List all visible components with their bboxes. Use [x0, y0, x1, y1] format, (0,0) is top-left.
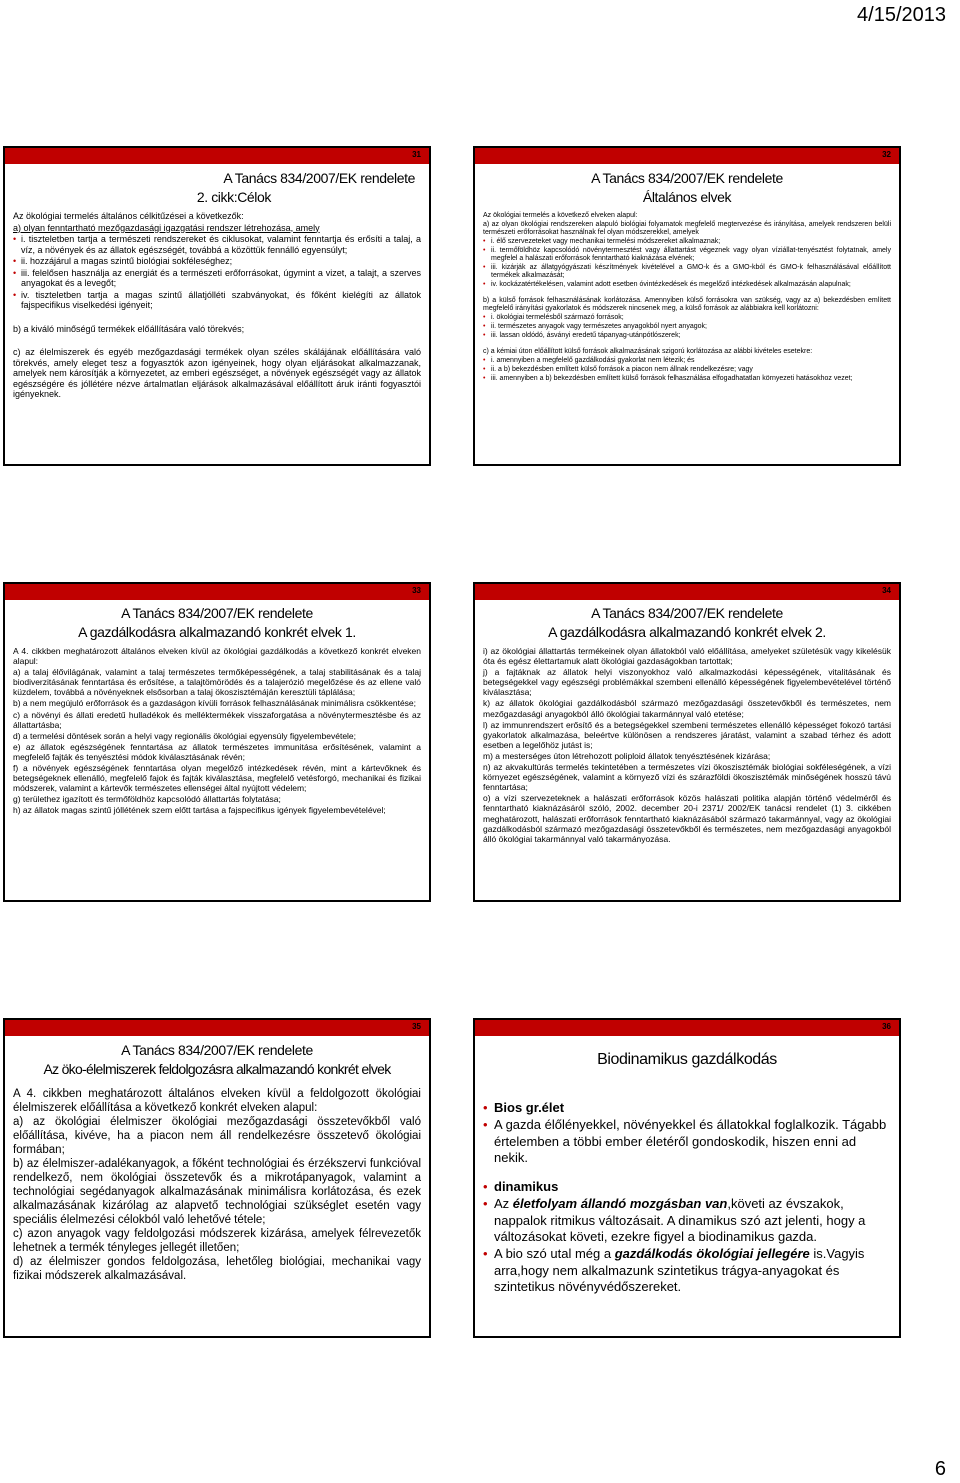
- list-item: • iii. amennyiben a b) bekezdésben említett külső források felhasználása elfogadhatatlan környezeti hatásokhoz vezet;: [483, 375, 891, 383]
- slide-number: 34: [882, 586, 891, 595]
- paragraph: e) az állatok egészségének fenntartása az állatok természetes immunitása erősítésének, valamint a megfelelő fajták és tenyésztési módok kiválasztásának révén;: [13, 741, 421, 762]
- paragraph: g) területhez igazított és termőföldhöz kapcsolódó állattartás folytatása;: [13, 794, 281, 805]
- list-item: • iv. tiszteletben tartja a magas szintű állatjólléti szabványokat, és főként kielégíti az állatok fajspecifikus viselkedési igényeit;: [13, 290, 421, 311]
- slide-header-bar: [5, 1020, 429, 1036]
- paragraph: i) az ökológiai állattartás termékeinek olyan állatokból való előállítása, amelyeket születésük vagy kikelésük óta és egész élettartamuk alatt ökológiai gazdaságokban tartottak;: [483, 646, 891, 667]
- slide-title: A Tanács 834/2007/EK rendelete: [223, 170, 415, 186]
- paragraph: m) a mesterséges úton létrehozott poliploid állatok tenyésztésének kizárása;: [483, 750, 771, 761]
- slide-number: 35: [412, 1022, 421, 1031]
- slide-title: Biodinamikus gazdálkodás: [597, 1051, 777, 1068]
- bullet-emphasis: életfolyam állandó mozgásban van: [512, 1196, 728, 1212]
- date-header: 4/15/2013: [857, 4, 946, 26]
- paragraph: Az ökológiai termelés a következő elveken alapul:: [483, 212, 638, 219]
- paragraph: o) a vízi szervezeteknek a halászati erőforrások közös halászati politika alapján történő védelméről és fenntartható kiaknázásáról szóló, 2002. december 20-i 2371/ 2002/EK tanácsi rendelet (1) 3. cikkében meghatározott, halászati erőforrások fenntartható kiaknázásából származó takarmánnyal, vagy az ökológiai gazdálkodásból származó mezőgazdasági összetevőkből és természetes, nem mezőgazdasági anyagokból álló ökológiai takarmánnyal való takarmányozása.: [483, 793, 891, 844]
- list-item: • i. amennyiben a megfelelő gazdálkodási gyakorlat nem létezik; és: [483, 357, 891, 365]
- slide-title: A Tanács 834/2007/EK rendelete: [591, 605, 783, 621]
- slide-number: 36: [882, 1022, 891, 1031]
- list-item: • i. tiszteletben tartja a természeti rendszereket és ciklusokat, valamint fenntartja és erősíti a talaj, a víz, a növények és az állatok egészségét, továbbá a közöttük fennálló egyensúlyt;: [13, 234, 421, 255]
- paragraph: A 4. cikkben meghatározott általános elveken kívül a feldolgozott ökológiai élelmiszerek előállítása a következő konkrét elveken alapul:: [13, 1088, 421, 1114]
- slide-31: [3, 146, 431, 466]
- paragraph: b) a nem megújuló erőforrások és a gazdaságon kívüli források felhasználásának minimálisra csökkentése;: [13, 698, 417, 709]
- slide-header-bar: [5, 584, 429, 600]
- slide-header-bar: [5, 148, 429, 164]
- bullet-text: ,követi az évszakok, nappalok ritmikus változásait. A dinamikus szó azt jelenti, hogy a változásokat követi, ezekre figyel a biodinamikus gazda.: [494, 1196, 866, 1245]
- paragraph: A 4. cikkben meghatározott általános elveken kívül az ökológiai gazdálkodás a következő konkrét elveken alapul:: [13, 646, 421, 667]
- list-item: • ii. termőföldhöz kapcsolódó növénytermesztést vagy állattartást végeznek vagy olyan víziállat-tenyésztést folytatnak, amely megfelel a halászati erőforrások fenntartható kiaknázása elvének;: [483, 247, 891, 263]
- paragraph: Az ökológiai termelés általános célkitűzései a következők:: [13, 211, 244, 221]
- list-item: • iii. felelősen használja az energiát és a természeti erőforrásokat, úgymint a vizet, a talajt, a szerves anyagokat és a levegőt;: [13, 268, 421, 289]
- list-item: • ii. a b) bekezdésben említett külső források a piacon nem állnak rendelkezésre; vagy: [483, 366, 891, 374]
- slide-33: [3, 582, 431, 902]
- slide-title: A Tanács 834/2007/EK rendelete: [121, 605, 313, 621]
- slide-32: [473, 146, 901, 466]
- list-item: • iii. lassan oldódó, ásványi eredetű tápanyag-utánpótlószerek;: [483, 332, 891, 340]
- list-item: [483, 1196, 891, 1245]
- slide-number: 33: [412, 586, 421, 595]
- bullet-text: Az: [494, 1196, 513, 1212]
- slide-title: A Tanács 834/2007/EK rendelete: [121, 1042, 313, 1058]
- list-item: [483, 1246, 891, 1295]
- slide-subtitle: A gazdálkodásra alkalmazandó konkrét elvek 2.: [548, 624, 826, 640]
- slide-title: A Tanács 834/2007/EK rendelete: [591, 170, 783, 186]
- slide-number: 31: [412, 150, 421, 159]
- bullet-emphasis: gazdálkodás ökológiai jellegére: [614, 1246, 810, 1262]
- paragraph: n) az akvakultúrás termelés tekintetében a természetes vízi ökoszisztémák biológiai sokféleségének, a vízi környezet egészségének, valamint a környező vízi és szárazföldi ökoszisztémák minőségének hosszú távú fenntartása;: [483, 762, 891, 793]
- list-item: • A gazda élőlényekkel, növényekkel és állatokkal foglalkozik. Tágabb értelemben a többi ember életéről gondoskodik, hiszen enni ad nekik.: [483, 1117, 891, 1166]
- slide-subtitle: 2. cikk:Célok: [196, 189, 271, 205]
- slide-36: [473, 1018, 901, 1338]
- list-item: • i. ökológiai termelésből származó források;: [483, 314, 891, 322]
- slide-subtitle: Az öko-élelmiszerek feldolgozásra alkalmazandó konkrét elvek: [43, 1061, 391, 1077]
- paragraph: d) az élelmiszer gondos feldolgozása, lehetőleg biológiai, mechanikai vagy fizikai módszerek alkalmazásával.: [13, 1256, 421, 1282]
- bullet-heading: dinamikus: [494, 1179, 559, 1195]
- list-item: [483, 1179, 891, 1195]
- bullet-text: is.Vagyis arra,hogy nem alkalmazunk szintetikus trágya-anyagokat és szintetikus növényvédőszereket.: [494, 1246, 865, 1294]
- paragraph: f) a növények egészségének fenntartása olyan megelőző intézkedések révén, mint a kártevőknek és betegségeknek ellenálló, megfelelő fajok és fajták kiválasztása, megfelelő vetésforgó, mechanikai és fizikai módszerek, valamint a kártevők természetes ellenségei által nyújtott védelem;: [13, 763, 421, 794]
- bullet-heading: Bios gr.élet: [494, 1100, 565, 1115]
- page-number: 6: [934, 1458, 946, 1480]
- paragraph: b) az élelmiszer-adalékanyagok, a főként technológiai és érzékszervi funkcióval rendelkező, nem ökológiai összetevők és a mikrotápanyagok, valamint a technológiai segédanyagok alkalmazásának minimálisra korlátozása, és ezek alkalmazásának kizárólag az alapvető technológiai szükséglet esetén vagy speciális élelmezési célokból való lehetővé tétele;: [13, 1158, 421, 1226]
- list-item: [483, 1100, 891, 1116]
- paragraph: a) a talaj élővilágának, valamint a talaj természetes termőképességének, a talaj stabilitásának és a talaj biodiverzitásának fenntartása és erősítése, a talajtömörödés és a talajerózió megelőzése és az ellene való küzdelem, továbbá a növényeknek elsősorban a talaj ökoszisztémáján keresztüli táplálása;: [13, 667, 421, 698]
- slide-header-bar: [475, 584, 899, 600]
- slide-35: [3, 1018, 431, 1338]
- list-item: • i. élő szervezeteket vagy mechanikai termelési módszereket alkalmaznak;: [483, 238, 891, 246]
- slide-34: [473, 582, 901, 902]
- list-item: • iii. kizárják az állatgyógyászati készítmények kivételével a GMO-k és a GMO-kból és GMO-k felhasználásával előállított termékek alkalmazását;: [483, 264, 891, 280]
- paragraph: d) a termelési döntések során a helyi vagy regionális ökológiai egyensúly figyelembevétele;: [13, 730, 357, 741]
- list-item: • ii. hozzájárul a magas szintű biológiai sokféleséghez;: [13, 256, 421, 267]
- slide-subtitle: A gazdálkodásra alkalmazandó konkrét elvek 1.: [78, 624, 356, 640]
- paragraph: a) az ökológiai élelmiszer ökológiai mezőgazdasági összetevőkből való előállítása, kivéve, ha a piacon nem áll rendelkezésre összetevő ökológiai formában;: [13, 1116, 421, 1156]
- paragraph: b) a kiváló minőségű termékek előállítására való törekvés;: [13, 323, 245, 334]
- slide-header-bar: [475, 148, 899, 164]
- slide-header-bar: [475, 1020, 899, 1036]
- list-item: • ii. természetes anyagok vagy természetes anyagokból nyert anyagok;: [483, 323, 891, 331]
- paragraph: c) a kémiai úton előállított külső források alkalmazásának szigorú korlátozása az alábbi kivételes esetekre:: [483, 348, 813, 355]
- paragraph: a) olyan fenntartható mezőgazdasági igazgatási rendszer létrehozása, amely: [13, 222, 320, 233]
- paragraph: c) azon anyagok vagy feldolgozási módszerek kizárása, amelyek félrevezetők lehetnek a termék tényleges jellegét illetően;: [13, 1228, 421, 1254]
- slide-number: 32: [882, 150, 891, 159]
- paragraph: j) a fajtáknak az állatok helyi viszonyokhoz való alkalmazkodási képességének, vitalitásának és betegségekkel vagy egészségi problémákkal szembeni ellenálló képességének figyelembevételével történő kiválasztása;: [483, 667, 891, 698]
- paragraph: a) az olyan ökológiai rendszereken alapuló biológiai folyamatok megfelelő megtervezése és irányítása, amelyek rendszeren belüli természeti erőforrásokat használnak fel olyan módszerekkel, amelyek: [483, 221, 891, 236]
- list-item: • iv. kockázatértékelésen, valamint adott esetben óvintézkedések és megelőző intézkedések alkalmazásán alapulnak;: [483, 281, 891, 289]
- paragraph: h) az állatok magas szintű jóllétének szem előtt tartása a fajspecifikus igények figyelembevételével;: [13, 805, 386, 816]
- paragraph: l) az immunrendszert erősítő és a betegségekkel szembeni természetes ellenálló képességet fokozó tartási gyakorlatok alkalmazása, beleértve különösen a rendszeres járatást, valamint a szabad térhez és adott esetben a legelőhöz jutást is;: [483, 719, 891, 750]
- paragraph: b) a külső források felhasználásának korlátozása. Amennyiben külső forrásokra van szükség, vagy az a) bekezdésben említett megfelelő irányítási gyakorlatok és módszerek nincsenek meg, a külső források az alábbiakra kell korlátozni:: [483, 297, 891, 312]
- bullet-text: A bio szó utal még a: [494, 1246, 615, 1262]
- paragraph: c) a növényi és állati eredetű hulladékok és melléktermékek visszaforgatása a növénytermesztésbe és az állattartásba;: [13, 709, 421, 730]
- paragraph: c) az élelmiszerek és egyéb mezőgazdasági termékek olyan széles skálájának előállítására való törekvés, amely eleget tesz a fogyasztók azon igényeinek, hogy olyan eljárásokat alkalmazzanak, amelyek nem károsítják a környezetet, az emberi egészséget, a növények egészségét vagy az állatok egészségére és jóllétére nézve ártalmatlan eljárások alkalmazásával előállított áruk iránti fogyasztói igényeknek.: [13, 347, 421, 399]
- paragraph: k) az állatok ökológiai gazdálkodásból származó mezőgazdasági összetevőkből és természetes, nem mezőgazdasági anyagokból álló ökológiai takarmánnyal való etetése;: [483, 698, 891, 719]
- slide-subtitle: Általános elvek: [642, 189, 732, 205]
